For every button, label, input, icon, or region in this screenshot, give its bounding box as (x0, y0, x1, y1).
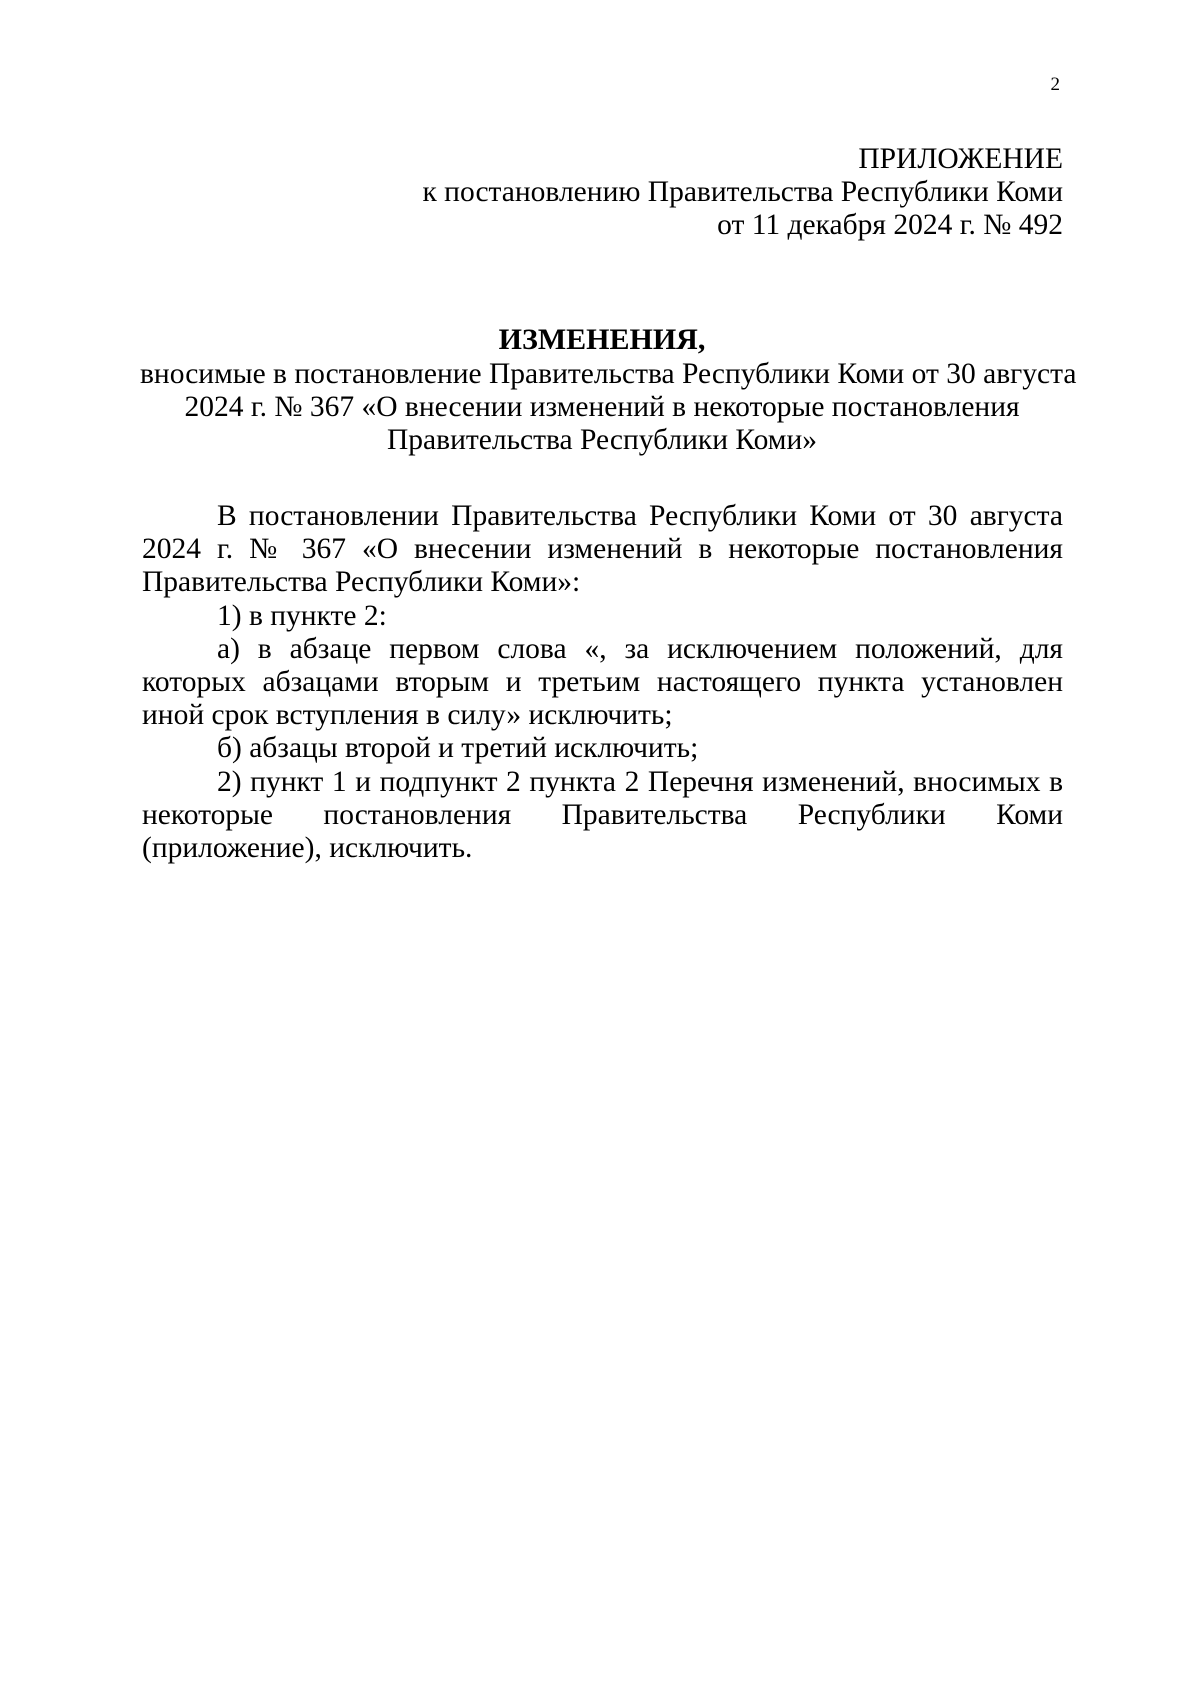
body-paragraph: а) в абзаце первом слова «, за исключением положений, для которых абзацами вторым и третьим настоящего пункта установлен иной срок вступления в силу» исключить; (142, 632, 1063, 732)
subtitle-line-2: 2024 г. № 367 «О внесении изменений в некоторые постановления (184, 391, 1020, 423)
appendix-date-number: от 11 декабря 2024 г. № 492 (717, 209, 1063, 241)
document-subtitle (140, 358, 1077, 457)
appendix-label: ПРИЛОЖЕНИЕ (858, 143, 1063, 175)
document-heading: ИЗМЕНЕНИЯ, (498, 323, 706, 356)
subtitle-line-3: Правительства Республики Коми» (387, 424, 817, 456)
appendix-reference: к постановлению Правительства Республики Коми (422, 176, 1063, 208)
document-title-block (140, 322, 1077, 457)
appendix-header (422, 143, 1063, 242)
document-body (142, 500, 1063, 865)
body-paragraph: В постановлении Правительства Республики Коми от 30 августа 2024 г. № 367 «О внесении изменений в некоторые постановления Правительства Республики Коми»: (142, 500, 1063, 599)
body-paragraph: 2) пункт 1 и подпункт 2 пункта 2 Перечня изменений, вносимых в некоторые постановления Правительства Республики Коми (приложение), исключить. (142, 765, 1063, 865)
page-number: 2 (1050, 74, 1060, 95)
subtitle-line-1: вносимые в постановление Правительства Республики Коми от 30 августа (140, 358, 1077, 390)
body-paragraph: 1) в пункте 2: (217, 599, 387, 632)
body-paragraph: б) абзацы второй и третий исключить; (217, 732, 699, 765)
